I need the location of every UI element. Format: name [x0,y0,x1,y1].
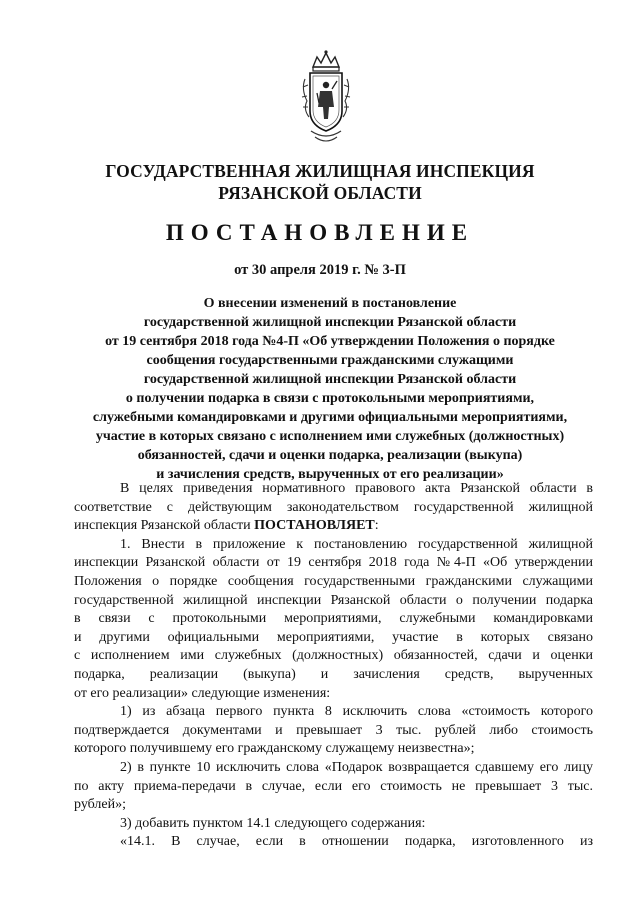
quote-line: «14.1. В случае, если в отношении подарка, изготовленного из [120,834,593,850]
title-line: участие в которых связано с исполнением ими служебных (должностных) [95,429,565,444]
document-body [74,480,593,852]
preamble-line-last [74,517,593,536]
document-type: ПОСТАНОВЛЕНИЕ [165,220,475,245]
title-line: от 19 сентября 2018 года №4-П «Об утверждении Положения о порядке [105,334,555,349]
subitem3-line: 3) добавить пунктом 14.1 следующего содержания: [120,815,426,831]
subitem2-line: по акту приема-передачи в случае, если его стоимость не превышает 3 тыс. [74,778,593,794]
item1-line: от его реализации» следующие изменения: [74,685,331,701]
item1-line: Положения о порядке сообщения государственными гражданскими служащими [74,573,593,589]
organization-name-line2: РЯЗАНСКОЙ ОБЛАСТИ [218,183,422,203]
item1-line: инспекции Рязанской области от 19 сентября 2018 года №4-П «Об утверждении [74,555,593,571]
subitem2-line: 2) в пункте 10 исключить слова «Подарок возвращается сдавшему его лицу [120,759,593,775]
item1-line: подарка, реализации (выкупа) и зачисления средств, вырученных [74,666,593,682]
item1-line: и другими официальными мероприятиями, участие в которых связано [74,629,593,645]
resolves-keyword: ПОСТАНОВЛЯЕТ [254,518,375,534]
title-line: и зачисления средств, вырученных от его реализации» [156,467,504,482]
organization-name-line1: ГОСУДАРСТВЕННАЯ ЖИЛИЩНАЯ ИНСПЕКЦИЯ [105,161,535,181]
item1-line: государственной жилищной инспекции Рязанской области о получении подарка [74,592,593,608]
subitem1-line: 1) из абзаца первого пункта 8 исключить слова «стоимость которого [120,704,593,720]
title-line: О внесении изменений в постановление [203,296,457,311]
title-line: государственной жилищной инспекции Рязанской области [143,372,517,387]
title-line: служебными командировками и другими официальными мероприятиями, [92,410,568,425]
preamble-colon: : [374,518,379,534]
preamble-text: инспекция Рязанской области [74,518,255,534]
preamble-line: В целях приведения нормативного правового акта Рязанской области в [120,481,593,496]
coat-of-arms-icon [299,49,353,147]
preamble-line: соответствие с действующим законодательством государственной жилищной [74,499,593,515]
document-title [60,294,600,484]
title-line: обязанностей, сдачи и оценки подарка, реализации (выкупа) [137,448,523,463]
item1-line: 1. Внести в приложение к постановлению государственной жилищной [120,536,593,552]
document-date-number: от 30 апреля 2019 г. № 3-П [234,262,406,278]
title-line: сообщения государственными гражданскими служащими [146,353,514,368]
item1-line: в связи с протокольными мероприятиями, служебными командировками [74,611,593,627]
subitem2-line: рублей»; [74,797,126,813]
subitem1-line: подтверждается документами и превышает 3 тыс. рублей либо стоимость [74,722,593,738]
subitem1-line: которого получившему его гражданскому служащему неизвестна»; [74,741,475,757]
item1-line: с исполнением ими служебных (должностных) обязанностей, сдачи и оценки [74,648,593,664]
title-line: государственной жилищной инспекции Рязанской области [143,315,517,330]
title-line: о получении подарка в связи с протокольными мероприятиями, [125,391,535,406]
